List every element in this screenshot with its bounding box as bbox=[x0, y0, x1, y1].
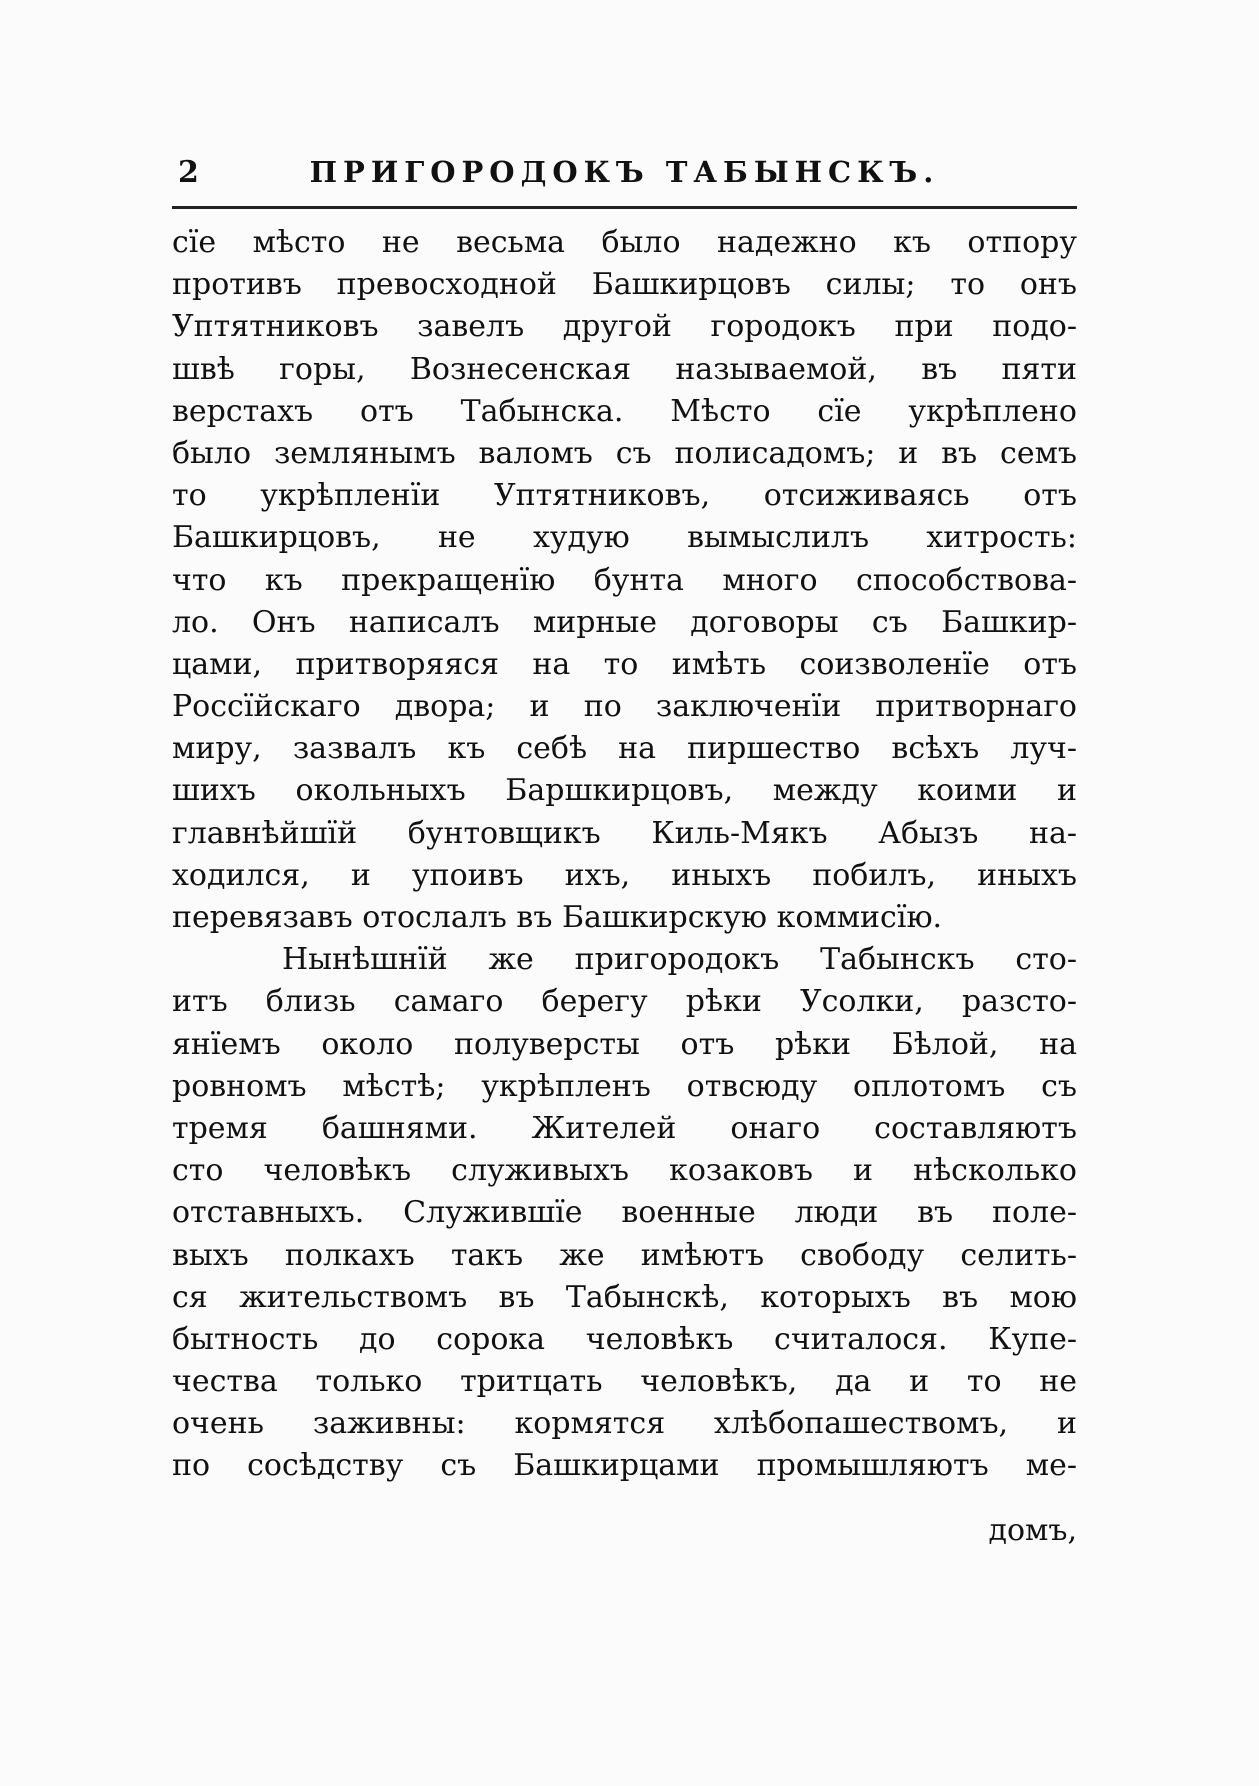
text-line: Россїйскаго двора; и по заключенїи притворнаго bbox=[172, 689, 1077, 725]
text-line: то укрѣпленїи Уптятниковъ, отсиживаясь отъ bbox=[172, 478, 1077, 514]
text-line: бытность до сорока человѣкъ считалося. Купе- bbox=[172, 1321, 1077, 1357]
catchword: домъ, bbox=[988, 1513, 1077, 1548]
text-line: сто человѣкъ служивыхъ козаковъ и нѣсколько bbox=[172, 1153, 1077, 1189]
text-line: по сосѣдству съ Башкирцами промышляютъ ме- bbox=[172, 1448, 1077, 1484]
text-line: Башкирцовъ, не худую вымыслилъ хитрость: bbox=[172, 520, 1077, 556]
body-text bbox=[172, 222, 1077, 1488]
header-rule bbox=[172, 206, 1077, 209]
text-line: тремя башнями. Жителей онаго составляютъ bbox=[172, 1110, 1077, 1146]
text-line: швѣ горы, Вознесенская называемой, въ пяти bbox=[172, 351, 1077, 387]
text-line: отставныхъ. Служившїе военные люди въ поле- bbox=[172, 1195, 1077, 1231]
text-line: шихъ окольныхъ Баршкирцовъ, между коими и bbox=[172, 773, 1077, 809]
text-line: ровномъ мѣстѣ; укрѣпленъ отвсюду оплотомъ съ bbox=[172, 1068, 1077, 1104]
text-line: итъ близь самаго берегу рѣки Усолки, разсто- bbox=[172, 984, 1077, 1020]
text-line: выхъ полкахъ такъ же имѣютъ свободу селить- bbox=[172, 1237, 1077, 1273]
page-number: 2 bbox=[178, 155, 199, 190]
text-line: миру, зазвалъ къ себѣ на пиршество всѣхъ луч- bbox=[172, 731, 1077, 767]
text-line: противъ превосходной Башкирцовъ силы; то онъ bbox=[172, 267, 1077, 303]
text-line: было землянымъ валомъ съ полисадомъ; и въ семъ bbox=[172, 435, 1077, 471]
text-line: сїе мѣсто не весьма было надежно къ отпору bbox=[172, 225, 1077, 260]
paragraph-start-line: Нынѣшнїй же пригородокъ Табынскъ сто- bbox=[282, 942, 1077, 978]
text-line: чества только тритцать человѣкъ, да и то не bbox=[172, 1364, 1077, 1400]
text-line: верстахъ отъ Табынска. Мѣсто сїе укрѣплено bbox=[172, 393, 1077, 429]
text-line: перевязавъ отослалъ въ Башкирскую коммисїю. bbox=[172, 900, 943, 935]
page-header bbox=[172, 150, 1077, 196]
text-line: ходился, и упоивъ ихъ, иныхъ побилъ, иныхъ bbox=[172, 857, 1077, 893]
text-line: янїемъ около полуверсты отъ рѣки Бѣлой, на bbox=[172, 1026, 1077, 1062]
text-line: главнѣйшїй бунтовщикъ Киль-Мякъ Абызъ на- bbox=[172, 815, 1077, 851]
text-line: очень заживны: кормятся хлѣбопашествомъ, и bbox=[172, 1406, 1077, 1442]
text-line: Уптятниковъ завелъ другой городокъ при подо- bbox=[172, 309, 1077, 345]
text-line: ся жительствомъ въ Табынскѣ, которыхъ въ мою bbox=[172, 1279, 1077, 1315]
running-head: ПРИГОРОДОКЪ ТАБЫНСКЪ. bbox=[309, 155, 940, 189]
text-line: цами, притворяяся на то имѣть соизволенїе отъ bbox=[172, 646, 1077, 682]
text-line: ло. Онъ написалъ мирные договоры съ Башкир- bbox=[172, 604, 1077, 640]
text-line: что къ прекращенїю бунта много способствова- bbox=[172, 562, 1077, 598]
